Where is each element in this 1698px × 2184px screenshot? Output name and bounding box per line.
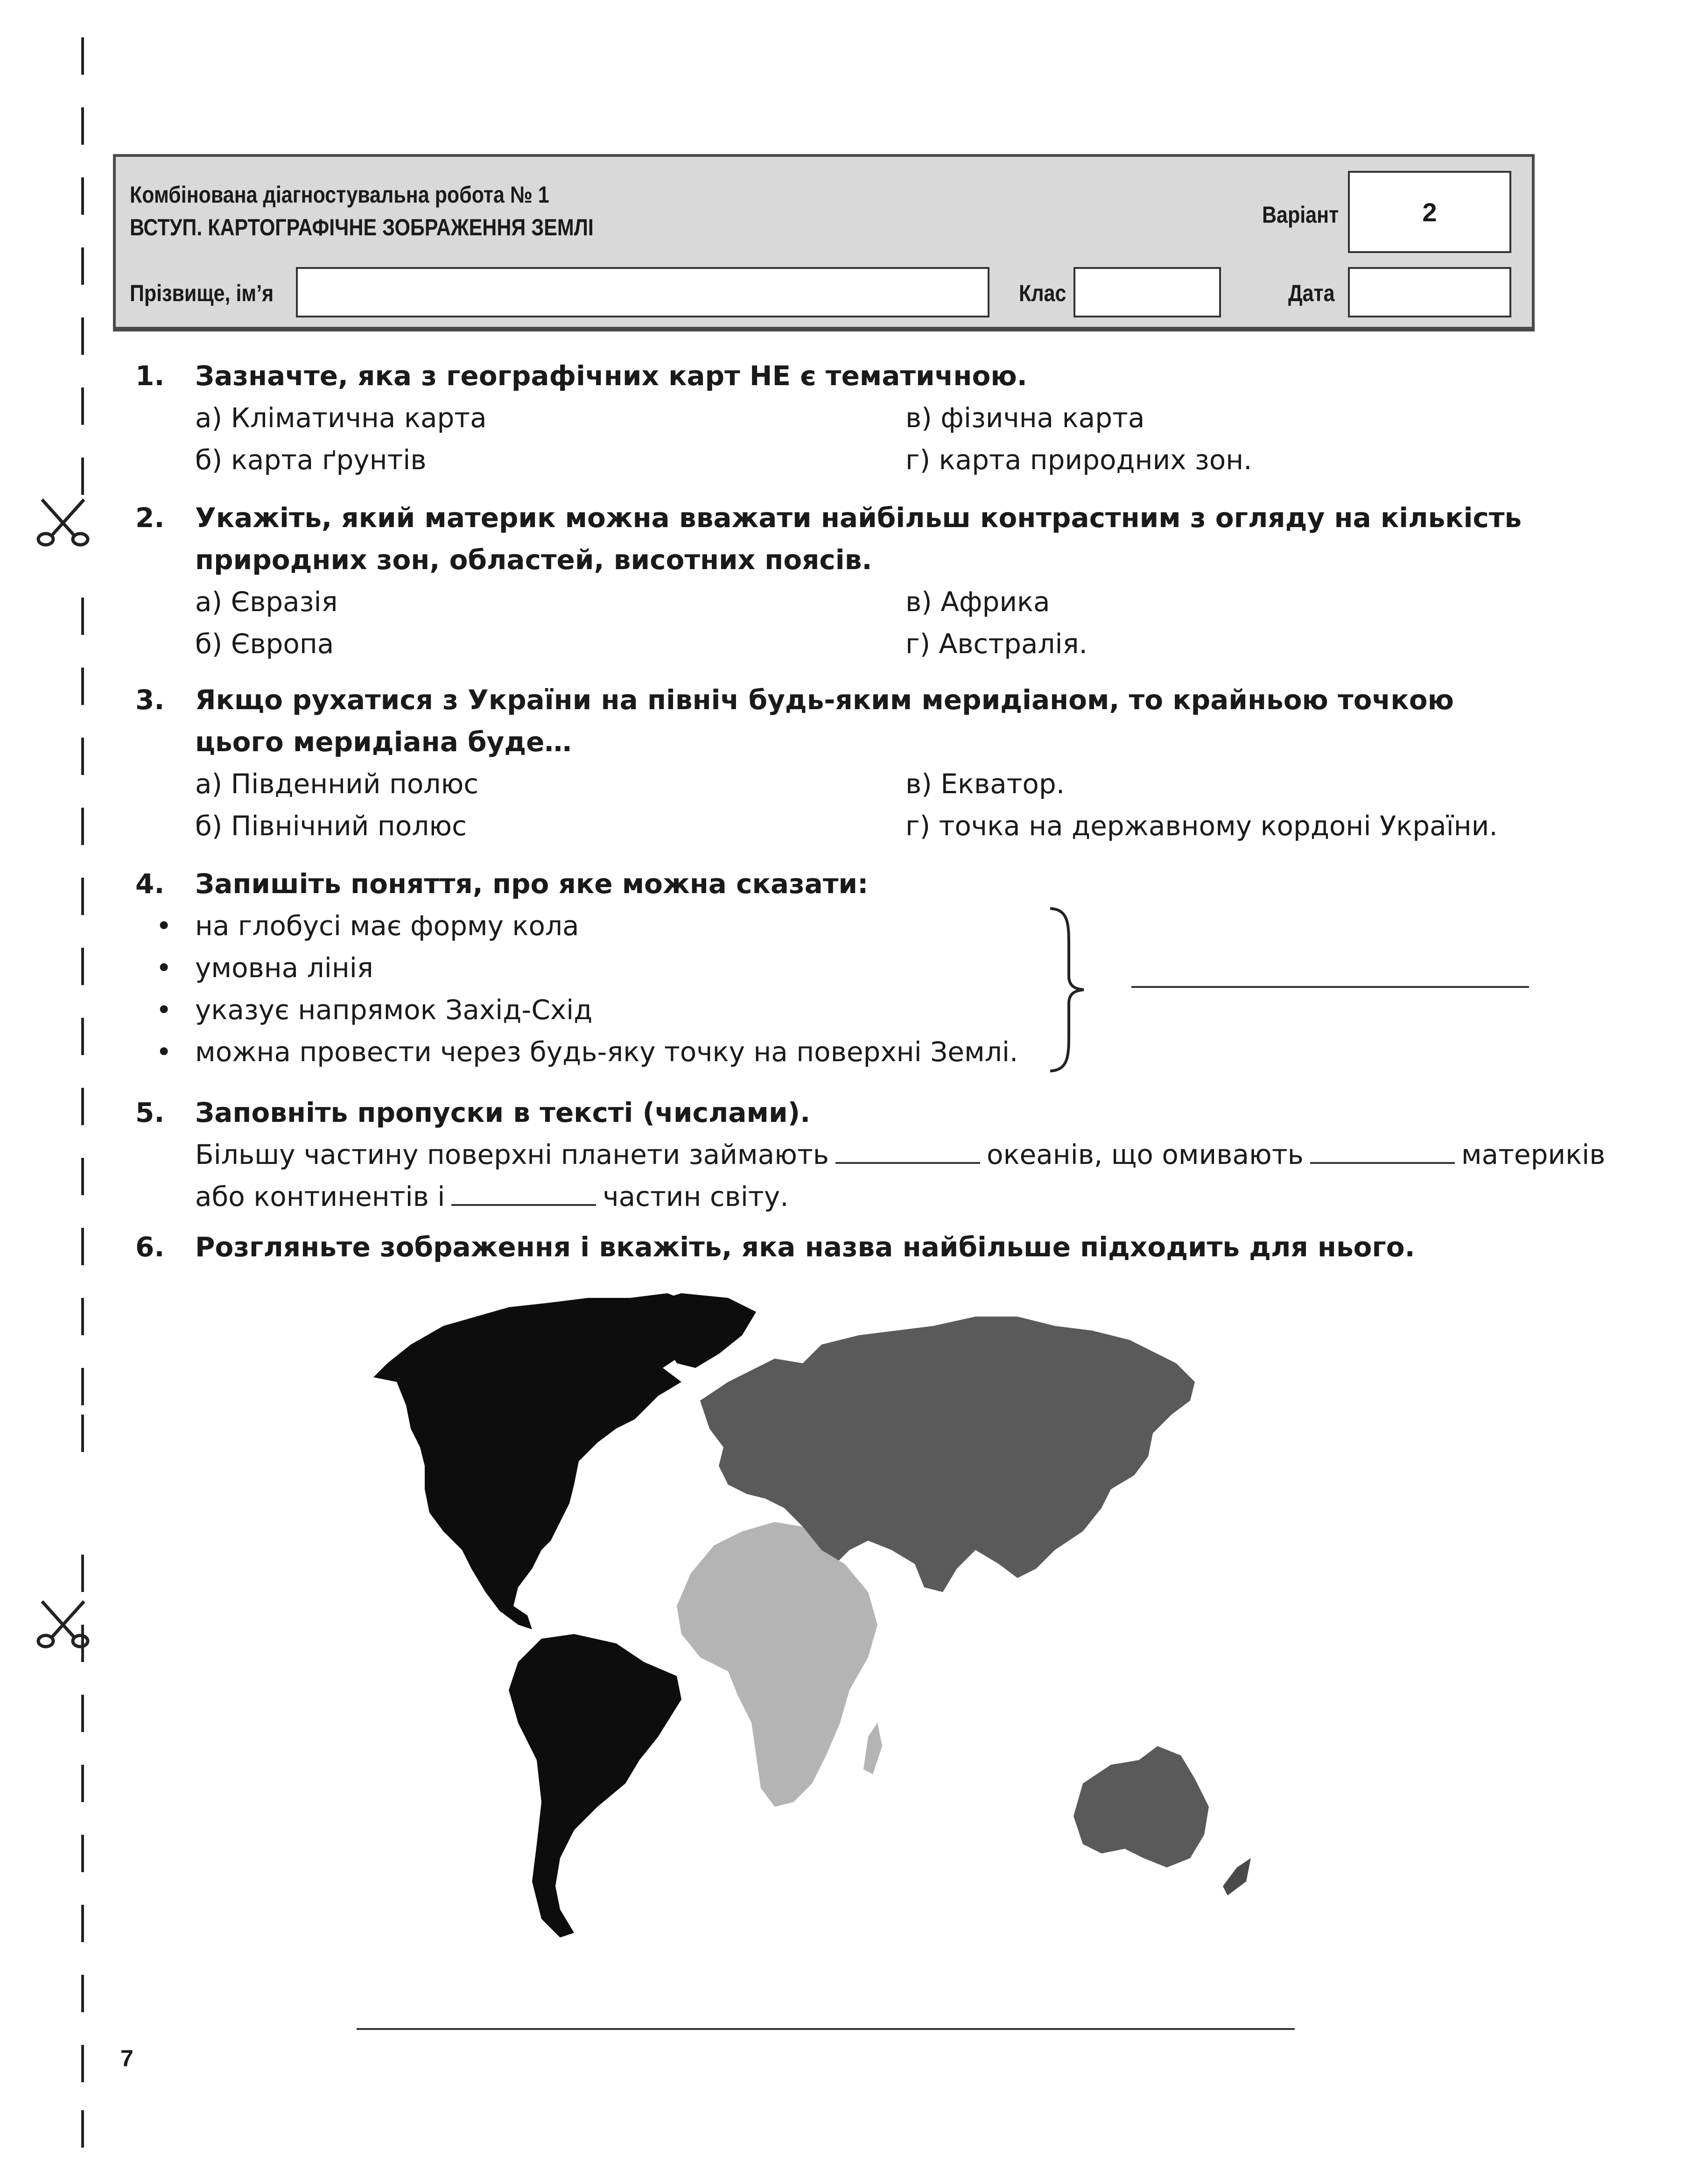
question-number: 4. — [135, 868, 165, 900]
text-fragment: океанів, що омивають — [986, 1139, 1304, 1170]
option-c[interactable]: в) фізична карта — [905, 402, 1145, 434]
cut-line — [81, 37, 84, 2148]
south-america — [509, 1634, 681, 1937]
date-label: Дата — [1288, 280, 1335, 306]
question-text: Якщо рухатися з України на північ будь-яким меридіаном, то крайньою точкою цього меридіана буде… — [195, 684, 1454, 758]
blank-field[interactable] — [451, 1180, 596, 1206]
date-field[interactable] — [1348, 267, 1511, 317]
class-field[interactable] — [1074, 267, 1221, 317]
scissors-icon — [28, 495, 98, 565]
option-b[interactable]: б) карта ґрунтів — [195, 444, 427, 476]
work-title: Комбінована діагностувальна робота № 1 — [130, 182, 549, 208]
list-item: • можна провести через будь-яку точку на поверхні Землі. — [159, 1031, 1018, 1073]
question-number: 5. — [135, 1097, 165, 1128]
world-map — [355, 1289, 1288, 1966]
list-item: • умовна лінія — [159, 947, 373, 989]
fill-in-line-2 — [195, 1176, 789, 1218]
name-field[interactable] — [296, 267, 989, 317]
text-fragment: Більшу частину поверхні планети займають — [195, 1139, 829, 1170]
work-subtitle: ВСТУП. КАРТОГРАФІЧНЕ ЗОБРАЖЕННЯ ЗЕМЛІ — [130, 214, 594, 240]
fill-in-line-1 — [195, 1134, 1605, 1176]
question-number: 3. — [135, 684, 165, 716]
answer-line[interactable] — [1131, 986, 1529, 988]
blank-field[interactable] — [835, 1138, 980, 1164]
option-d[interactable]: г) карта природних зон. — [905, 444, 1252, 476]
scissors-icon — [28, 1597, 98, 1667]
list-item: • указує напрямок Захід-Схід — [159, 989, 592, 1031]
text-fragment: або континентів і — [195, 1181, 445, 1212]
option-b[interactable]: б) Європа — [195, 628, 334, 660]
option-d[interactable]: г) точка на державному кордоні України. — [905, 810, 1498, 842]
north-america — [373, 1293, 700, 1629]
question-number: 6. — [135, 1231, 165, 1263]
question-text: Запишіть поняття, про яке можна сказати: — [195, 868, 869, 900]
class-label: Клас — [1019, 280, 1067, 306]
question-2 — [135, 497, 1545, 581]
option-d[interactable]: г) Австралія. — [905, 628, 1088, 660]
option-b[interactable]: б) Північний полюс — [195, 810, 467, 842]
list-item: • на глобусі має форму кола — [159, 905, 579, 947]
option-a[interactable]: а) Євразія — [195, 586, 338, 618]
blank-field[interactable] — [1310, 1138, 1455, 1164]
australia — [1074, 1746, 1209, 1867]
option-a[interactable]: а) Кліматична карта — [195, 402, 487, 434]
page-number: 7 — [120, 2045, 133, 2071]
text-fragment: частин світу. — [603, 1181, 789, 1212]
new-zealand — [1223, 1858, 1251, 1895]
option-a[interactable]: а) Південний полюс — [195, 768, 479, 800]
answer-line[interactable] — [357, 2028, 1295, 2030]
option-c[interactable]: в) Екватор. — [905, 768, 1065, 800]
question-text: Зазначте, яка з географічних карт НЕ є тематичною. — [195, 360, 1027, 392]
question-number: 2. — [135, 502, 165, 534]
question-text: Заповніть пропуски в тексті (числами). — [195, 1097, 811, 1128]
question-number: 1. — [135, 360, 165, 392]
name-label: Прізвище, ім’я — [130, 280, 274, 306]
question-text: Розгляньте зображення і вкажіть, яка назва найбільше підходить для нього. — [195, 1231, 1415, 1263]
option-c[interactable]: в) Африка — [905, 586, 1050, 618]
madagascar — [863, 1723, 882, 1774]
text-fragment: материків — [1461, 1139, 1606, 1170]
header-box — [113, 154, 1535, 331]
variant-label: Варіант — [1262, 202, 1339, 228]
question-text: Укажіть, який материк можна вважати найбільш контрастним з огляду на кількість природних зон, областей, висотних поясів. — [195, 502, 1522, 576]
curly-brace — [1045, 906, 1088, 1074]
question-3 — [135, 679, 1545, 763]
variant-field: 2 — [1348, 171, 1511, 253]
africa — [677, 1522, 877, 1807]
